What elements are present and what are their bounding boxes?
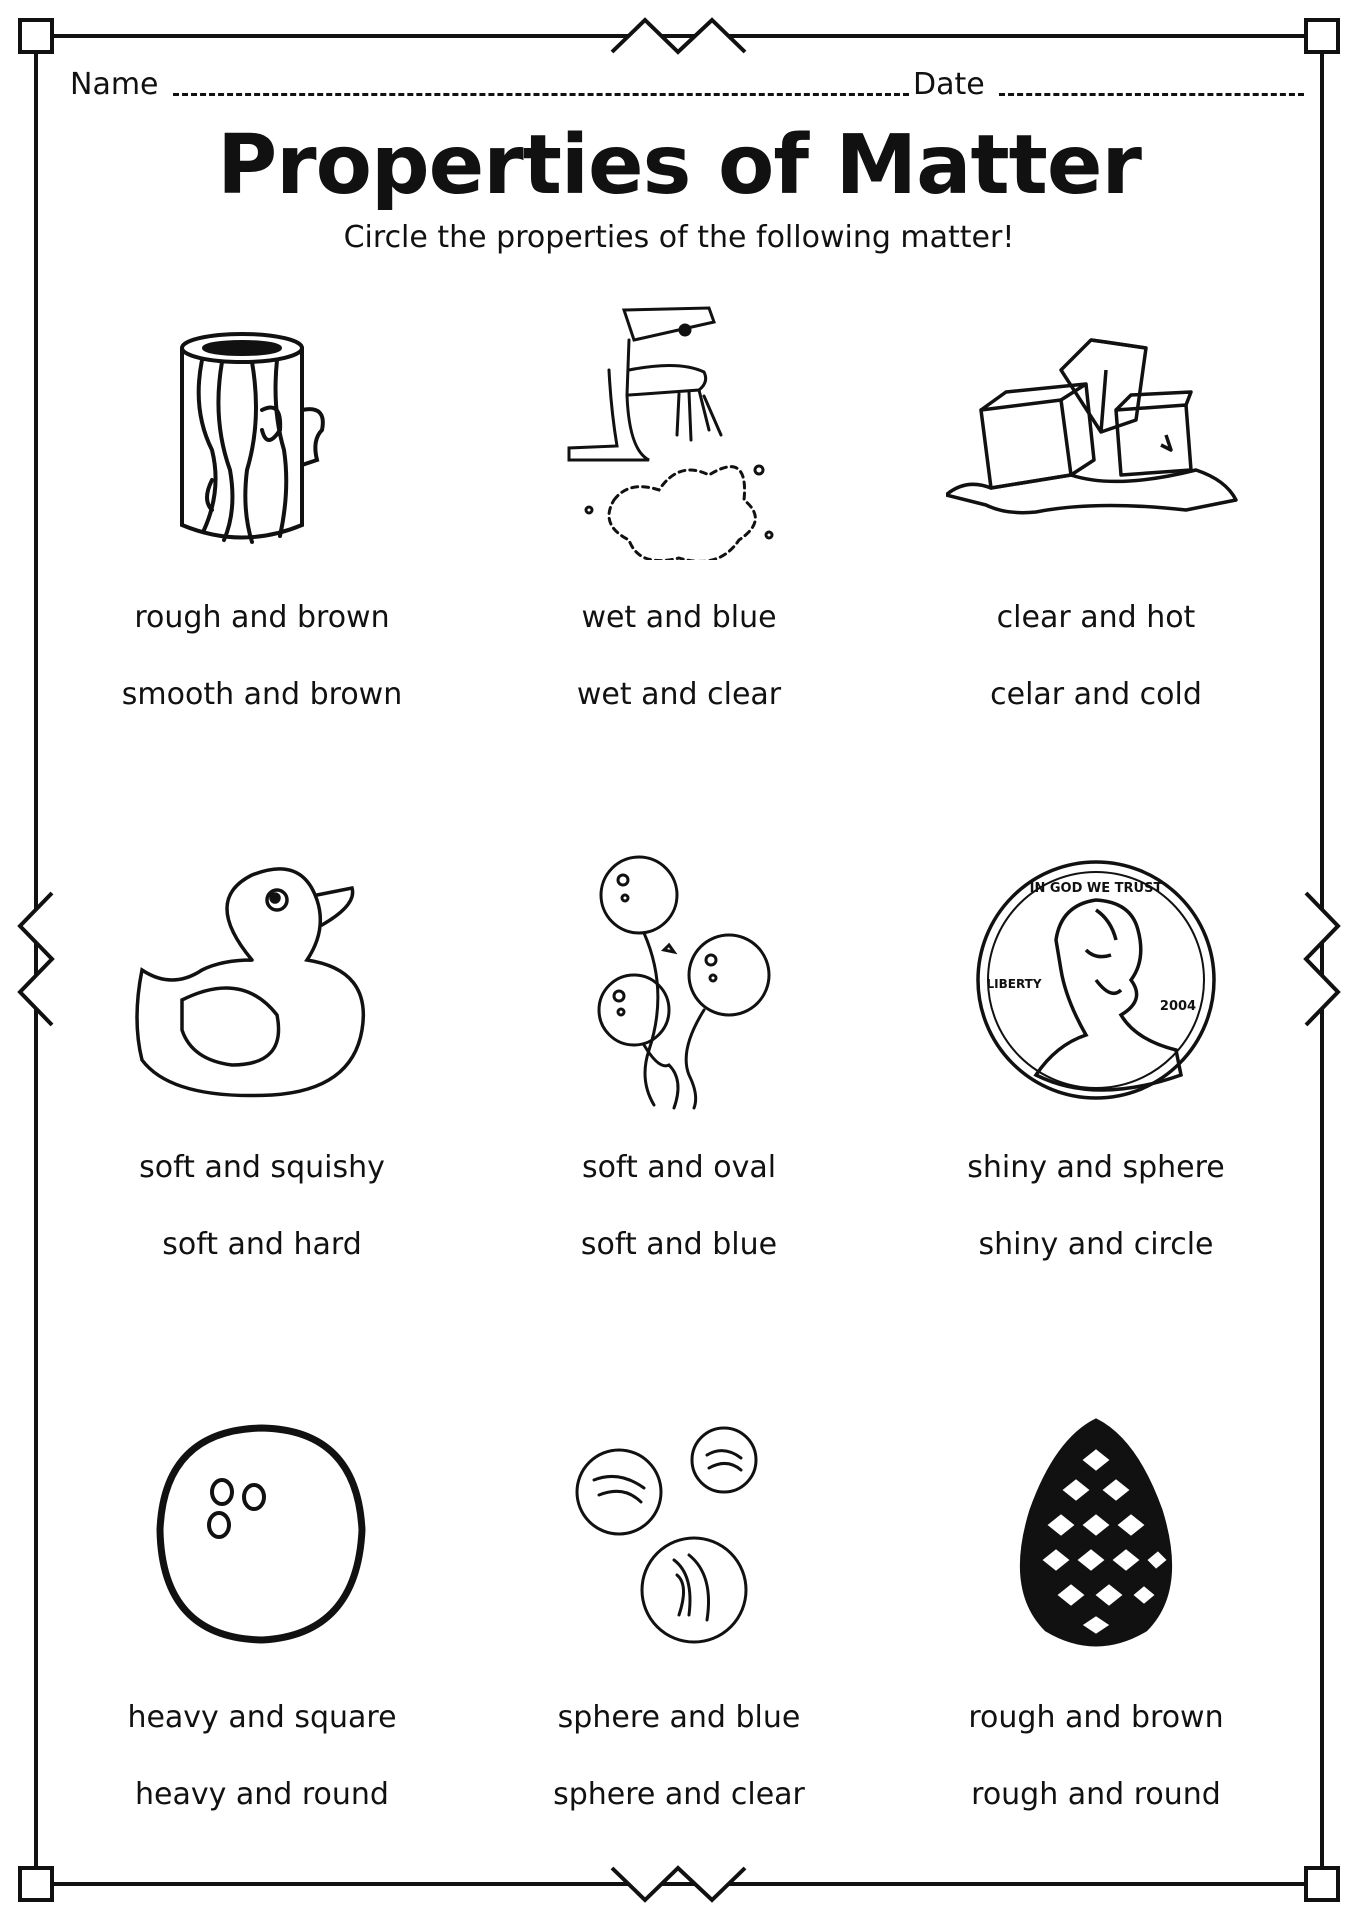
option-2[interactable]: heavy and round — [135, 1777, 389, 1812]
wood-log-icon — [112, 300, 412, 560]
name-label: Name — [70, 67, 159, 102]
option-1[interactable]: rough and brown — [968, 1700, 1224, 1735]
option-1[interactable]: soft and squishy — [139, 1150, 385, 1185]
date-field[interactable] — [913, 62, 1304, 102]
page-title: Properties of Matter — [217, 118, 1141, 213]
option-1[interactable]: rough and brown — [134, 600, 390, 635]
page-subtitle: Circle the properties of the following matter! — [343, 220, 1015, 255]
option-2[interactable]: rough and round — [971, 1777, 1221, 1812]
coin-liberty: LIBERTY — [986, 977, 1042, 991]
option-1[interactable]: sphere and blue — [557, 1700, 801, 1735]
option-2[interactable]: celar and cold — [990, 677, 1202, 712]
date-label: Date — [913, 67, 985, 102]
option-2[interactable]: wet and clear — [576, 677, 782, 712]
faucet-water-icon — [529, 300, 829, 560]
option-1[interactable]: shiny and sphere — [967, 1150, 1225, 1185]
option-2[interactable]: shiny and circle — [978, 1227, 1214, 1262]
option-2[interactable]: smooth and brown — [121, 677, 403, 712]
ice-cubes-icon — [946, 300, 1246, 560]
option-1[interactable]: soft and oval — [581, 1150, 777, 1185]
pine-cone-icon — [946, 1400, 1246, 1660]
coin-year: 2004 — [1159, 999, 1197, 1014]
marbles-icon — [529, 1400, 829, 1660]
penny-coin-icon — [946, 850, 1246, 1110]
option-1[interactable]: wet and blue — [581, 600, 777, 635]
option-2[interactable]: soft and hard — [162, 1227, 362, 1262]
option-2[interactable]: sphere and clear — [553, 1777, 805, 1812]
coin-motto: IN GOD WE TRUST — [1029, 881, 1163, 896]
rubber-duck-icon — [112, 850, 412, 1110]
option-1[interactable]: heavy and square — [127, 1700, 397, 1735]
bowling-ball-icon — [112, 1400, 412, 1660]
name-field[interactable] — [70, 62, 909, 102]
balloons-icon — [529, 850, 829, 1110]
option-2[interactable]: soft and blue — [580, 1227, 778, 1262]
option-1[interactable]: clear and hot — [996, 600, 1196, 635]
name-blank-line[interactable] — [173, 93, 909, 96]
date-blank-line[interactable] — [999, 93, 1304, 96]
